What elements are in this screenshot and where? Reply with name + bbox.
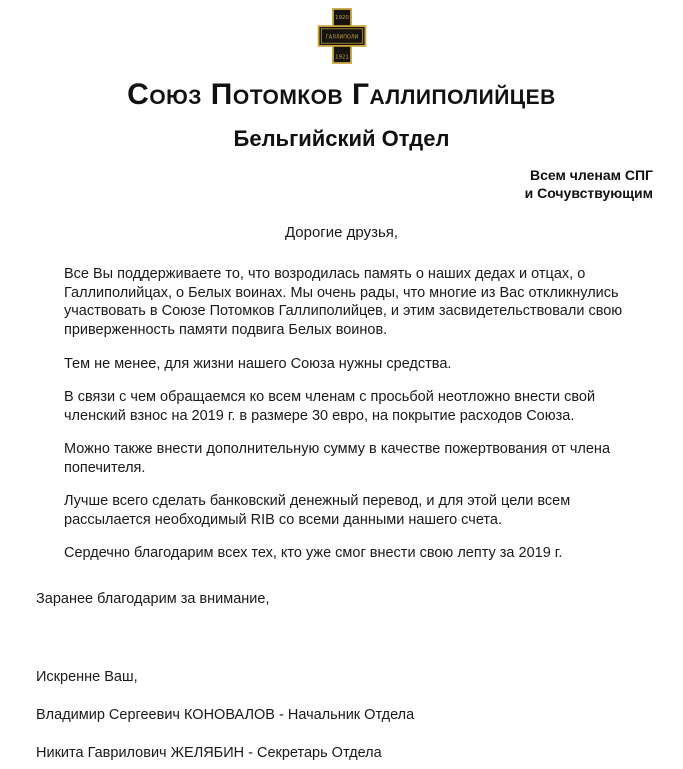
organization-title: Союз Потомков Галлиполийцев bbox=[127, 78, 556, 111]
gallipoli-cross-emblem-icon bbox=[315, 8, 369, 64]
signature-chief: Владимир Сергеевич КОНОВАЛОВ - Начальник Отдела bbox=[36, 706, 415, 723]
department-subtitle: Бельгийский Отдел bbox=[233, 126, 450, 151]
letter-body bbox=[64, 265, 643, 563]
svg-text:ГАЛЛИПОЛИ: ГАЛЛИПОЛИ bbox=[325, 34, 358, 41]
closing-thanks: Заранее благодарим за внимание, bbox=[36, 590, 270, 607]
svg-text:1920: 1920 bbox=[334, 14, 349, 21]
paragraph-6: Сердечно благодарим всех тех, кто уже смог внести свою лепту за 2019 г. bbox=[64, 545, 563, 562]
paragraph-2: Тем не менее, для жизни нашего Союза нужны средства. bbox=[64, 355, 452, 372]
svg-text:1921: 1921 bbox=[334, 54, 349, 61]
closing-block bbox=[36, 591, 643, 761]
paragraph-5: Лучше всего сделать банковский денежный перевод, и для этой цели всем рассылается необходимый RIB со всеми данными нашего счета. bbox=[64, 493, 571, 528]
signature-secretary: Никита Гаврилович ЖЕЛЯБИН - Секретарь Отдела bbox=[36, 744, 382, 761]
addressee-line-1: Всем членам СПГ bbox=[530, 167, 653, 183]
paragraph-4: Можно также внести дополнительную сумму в качестве пожертвования от члена попечителя. bbox=[64, 441, 611, 476]
closing-sincerely: Искренне Ваш, bbox=[36, 668, 138, 685]
paragraph-3: В связи с чем обращаемся ко всем членам с просьбой неотложно внести свой членский взнос на 2019 г. в размере 30 евро, на покрытие расходов Союза. bbox=[64, 389, 596, 424]
paragraph-1: Все Вы поддерживаете то, что возродилась память о наших дедах и отцах, о Галлиполийцах, о Белых воинах. Мы очень рады, что многие из Вас откликнулись участвовать в Союзе Потомков Галлиполийцев, и этим засвидетельствовали свою приверженность памяти подвига Белых воинов. bbox=[64, 266, 623, 339]
salutation: Дорогие друзья, bbox=[284, 224, 399, 242]
addressee-block bbox=[0, 166, 653, 202]
addressee-line-2: и Сочувствующим bbox=[524, 185, 653, 202]
